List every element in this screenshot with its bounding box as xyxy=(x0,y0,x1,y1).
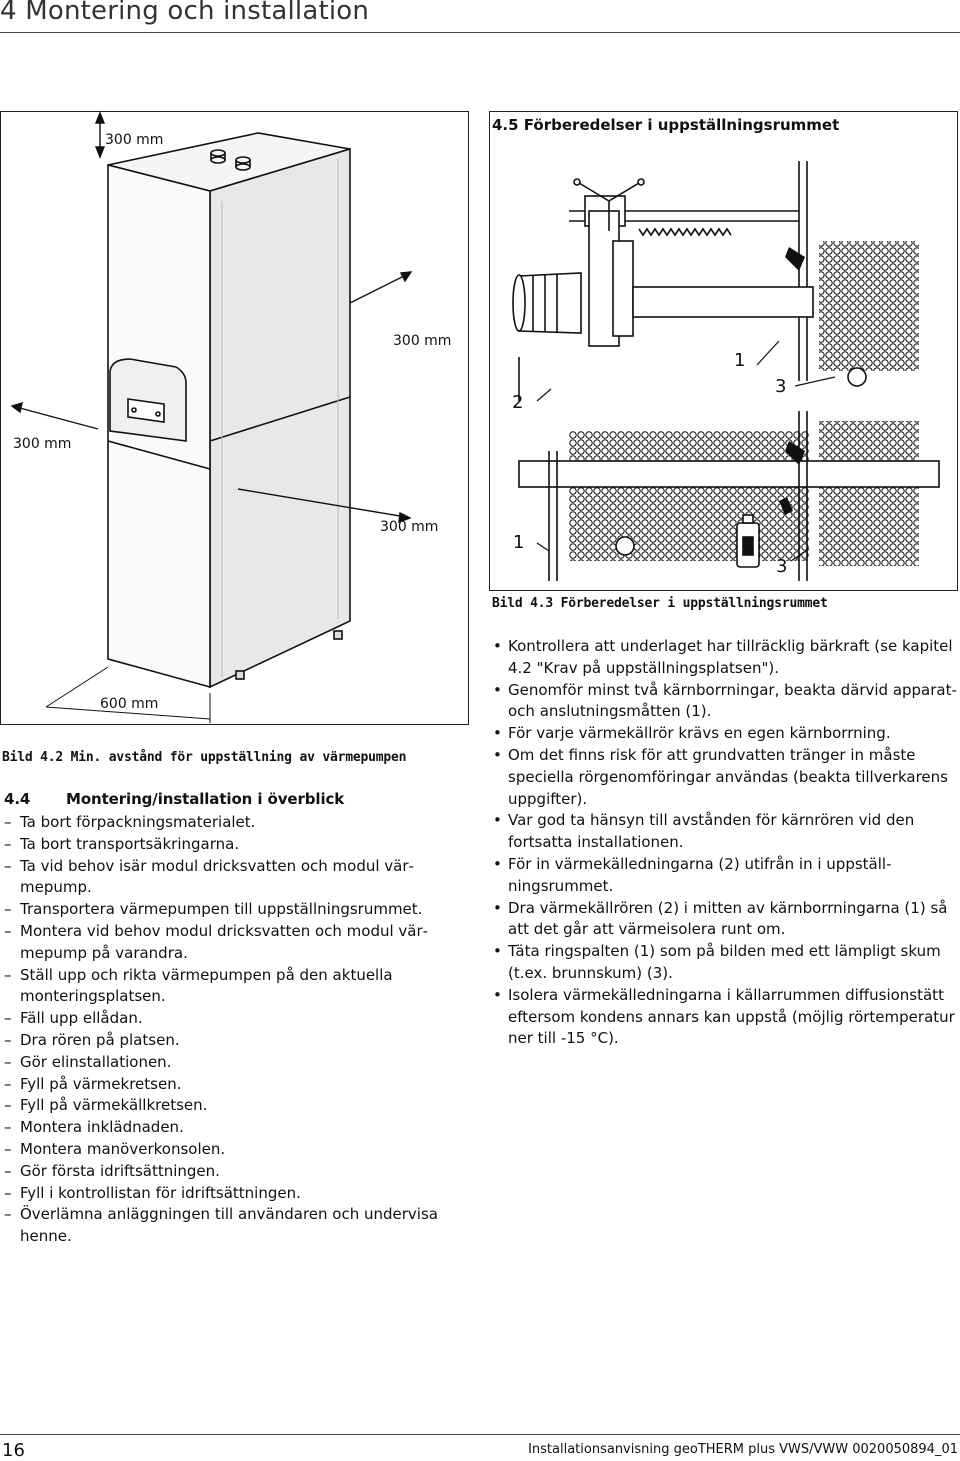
callout-lower-3: 3 xyxy=(776,556,788,577)
page-number: 16 xyxy=(2,1440,25,1461)
list-item: – Transportera värmepumpen till uppställningsrummet. xyxy=(4,899,444,921)
dimension-left: 300 mm xyxy=(13,436,72,452)
core-drilling-illustration xyxy=(489,111,958,591)
list-item: – Ta bort förpackningsmaterialet. xyxy=(4,812,444,834)
callout-upper-1: 1 xyxy=(734,350,746,371)
list-item: • Täta ringspalten (1) som på bilden med ett lämpligt skum (t.ex. brunnskum) (3). xyxy=(492,941,960,985)
callout-upper-2: 2 xyxy=(512,392,524,413)
list-item: – Dra rören på platsen. xyxy=(4,1030,444,1052)
dimension-front: 300 mm xyxy=(380,519,439,535)
list-item: – Ta bort transportsäkringarna. xyxy=(4,834,444,856)
figure-caption-4-3: Bild 4.3 Förberedelser i uppställningsrummet xyxy=(492,596,828,611)
list-item: – Ställ upp och rikta värmepumpen på den aktuella monteringsplatsen. xyxy=(4,965,444,1009)
list-item: • Genomför minst två kärnborrningar, beakta därvid apparat- och anslutningsmåtten (1). xyxy=(492,680,960,724)
section-4-4-title: Montering/installation i överblick xyxy=(66,790,345,808)
section-4-5-heading: 4.5 Förberedelser i uppställningsrummet xyxy=(492,116,840,134)
callout-upper-3: 3 xyxy=(775,376,787,397)
header-divider xyxy=(0,32,960,33)
list-item: – Montera vid behov modul dricksvatten och modul värmepump på varandra. xyxy=(4,921,444,965)
list-item: – Fäll upp ellådan. xyxy=(4,1008,444,1030)
list-item: • För in värmekälledningarna (2) utifrån in i uppställningsrummet. xyxy=(492,854,960,898)
list-item: • För varje värmekällrör krävs en egen kärnborrning. xyxy=(492,723,960,745)
section-4-4-number: 4.4 xyxy=(4,790,31,808)
list-item: – Fyll på värmekällkretsen. xyxy=(4,1095,444,1117)
installation-steps-list xyxy=(4,812,444,1248)
list-item: • Kontrollera att underlaget har tillräcklig bärkraft (se kapitel 4.2 "Krav på uppställningsplatsen"). xyxy=(492,636,960,680)
footer-divider xyxy=(0,1434,960,1435)
list-item: – Gör elinstallationen. xyxy=(4,1052,444,1074)
list-item: – Ta vid behov isär modul dricksvatten och modul värmepump. xyxy=(4,856,444,900)
list-item: – Fyll på värmekretsen. xyxy=(4,1074,444,1096)
heat-pump-illustration xyxy=(0,111,469,725)
list-item: – Överlämna anläggningen till användaren och undervisa henne. xyxy=(4,1204,444,1248)
dimension-width: 600 mm xyxy=(100,696,159,712)
section-4-4-heading xyxy=(4,790,344,808)
figure-caption-4-2: Bild 4.2 Min. avstånd för uppställning av värmepumpen xyxy=(2,750,407,765)
list-item: • Isolera värmekälledningarna i källarrummen diffusionstätt eftersom kondens annars kan uppstå (möjlig rörtemperatur ner till -15 °C). xyxy=(492,985,960,1050)
list-item: – Montera inklädnaden. xyxy=(4,1117,444,1139)
dimension-right: 300 mm xyxy=(393,333,452,349)
document-info: Installationsanvisning geoTHERM plus VWS/VWW 0020050894_01 xyxy=(528,1442,958,1457)
list-item: – Fyll i kontrollistan för idriftsättningen. xyxy=(4,1183,444,1205)
list-item: • Om det finns risk för att grundvatten tränger in måste speciella rörgenomföringar användas (beakta tillverkarens uppgifter). xyxy=(492,745,960,810)
preparation-bullets-list xyxy=(492,636,960,1050)
list-item: – Montera manöverkonsolen. xyxy=(4,1139,444,1161)
dimension-top: 300 mm xyxy=(105,132,164,148)
callout-lower-1: 1 xyxy=(513,532,525,553)
chapter-title: 4 Montering och installation xyxy=(0,0,370,26)
list-item: – Gör första idriftsättningen. xyxy=(4,1161,444,1183)
list-item: • Dra värmekällrören (2) i mitten av kärnborrningarna (1) så att det går att värmeisolera runt om. xyxy=(492,898,960,942)
list-item: • Var god ta hänsyn till avstånden för kärnrören vid den fortsatta installationen. xyxy=(492,810,960,854)
